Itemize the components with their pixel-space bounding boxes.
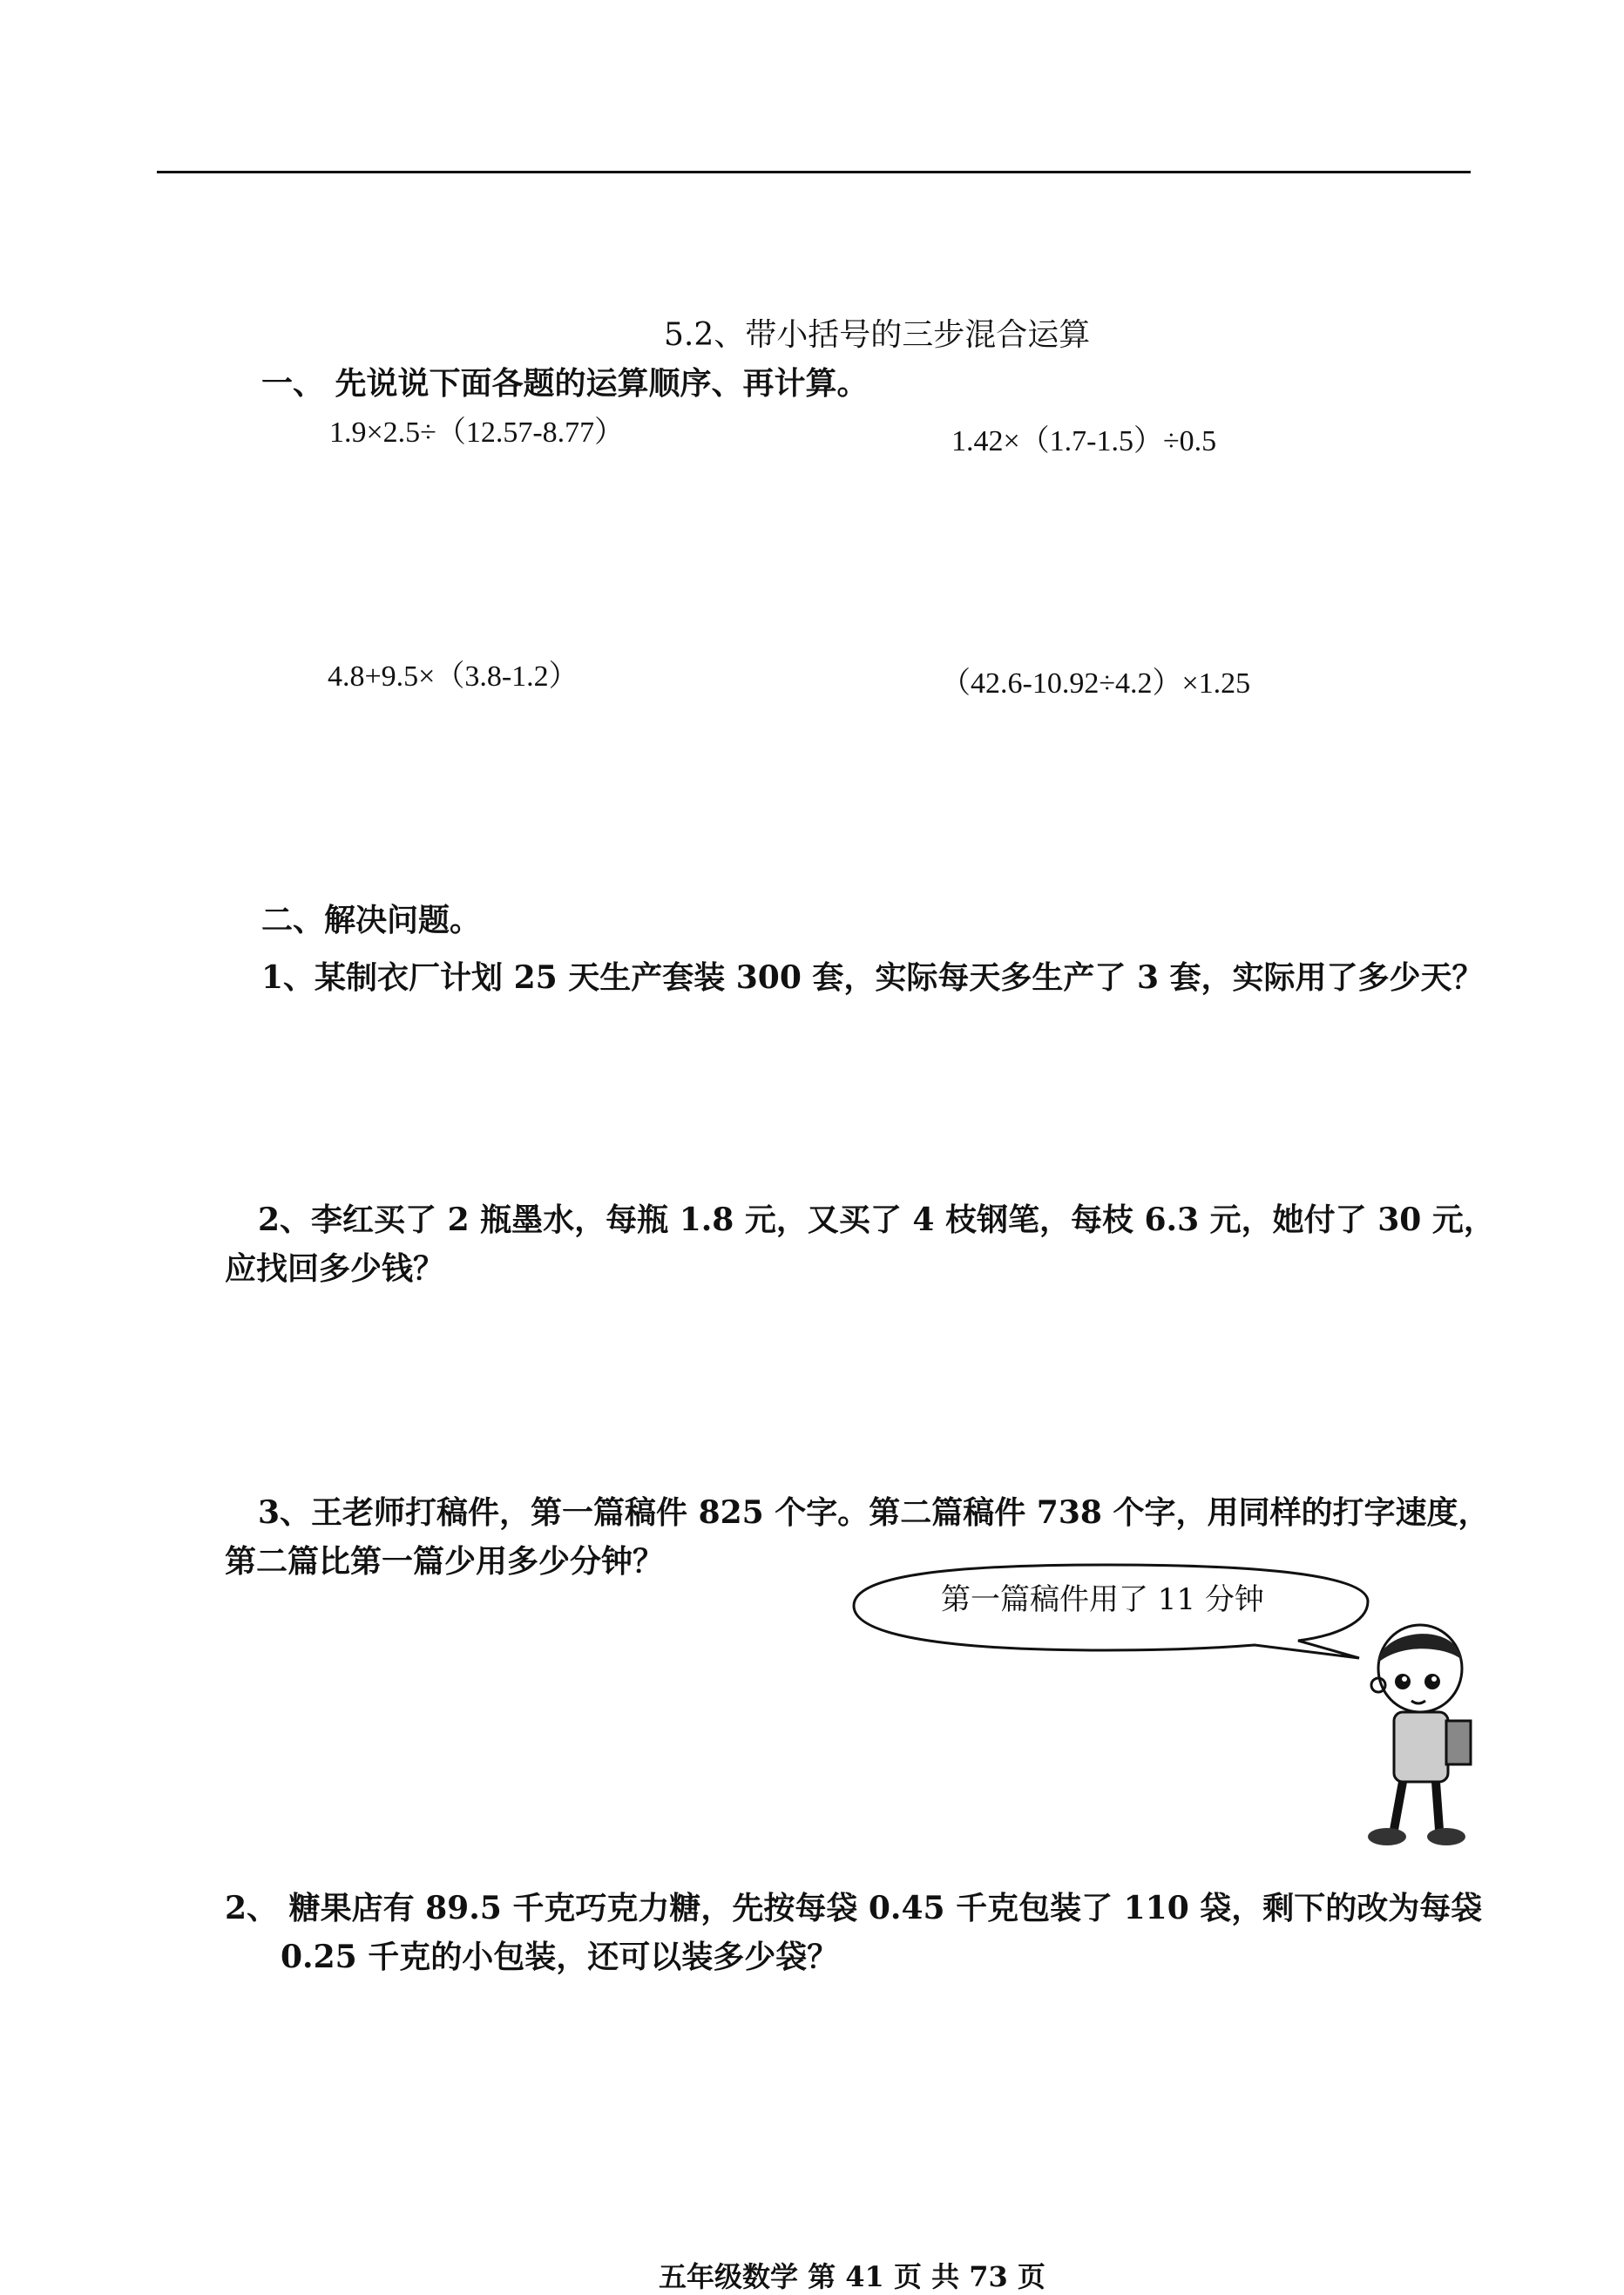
problem-3-line-1: 3、王老师打稿件，第一篇稿件 825 个字。第二篇稿件 738 个字，用同样的打字速度， (258, 1494, 1490, 1531)
expression-1: 1.9×2.5÷（12.57-8.77） (329, 416, 625, 449)
expression-2: 1.42×（1.7-1.5）÷0.5 (951, 425, 1217, 457)
problem-4-line-2: 0.25 千克的小包装，还可以装多少袋？ (281, 1939, 839, 1975)
problem-2-line-2: 应找回多少钱？ (225, 1250, 445, 1287)
expression-3: 4.8+9.5×（3.8-1.2） (328, 660, 579, 693)
problem-3-line-2: 第二篇比第一篇少用多少分钟？ (225, 1543, 665, 1580)
page-footer: 五年级数学 第 41 页 共 73 页 (659, 2260, 1045, 2293)
cartoon-child-icon (1359, 1621, 1490, 1856)
section1-heading: 一、 先说说下面各题的运算顺序、再计算。 (261, 365, 869, 402)
header-rule (157, 171, 1471, 173)
speech-bubble-text: 第一篇稿件用了 11 分钟 (941, 1582, 1264, 1617)
problem-1-line-1: 1、某制衣厂计划 25 天生产套装 300 套，实际每天多生产了 3 套，实际用了多少天？ (261, 959, 1484, 996)
expression-4: （42.6-10.92÷4.2）×1.25 (941, 667, 1251, 700)
problem-2-line-1: 2、李红买了 2 瓶墨水，每瓶 1.8 元，又买了 4 枝钢笔，每枝 6.3 元，她付了 30 元， (258, 1202, 1495, 1238)
problem-4-line-1: 2、 糖果店有 89.5 千克巧克力糖，先按每袋 0.45 千克包装了 110 袋，剩下的改为每袋 (225, 1890, 1483, 1926)
section2-heading: 二、解决问题。 (261, 902, 482, 938)
page-title: 5.2、带小括号的三步混合运算 (664, 317, 1091, 353)
